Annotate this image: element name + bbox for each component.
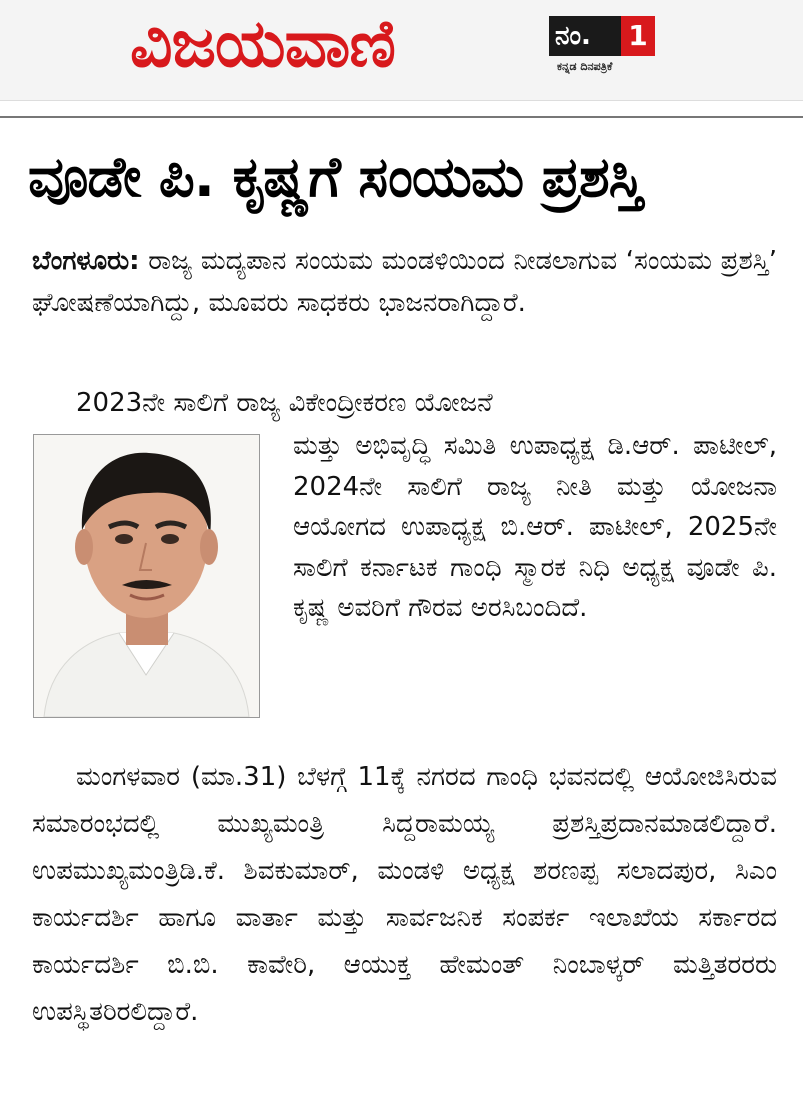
newspaper-logo: ವಿಜಯವಾಣಿ <box>130 5 396 82</box>
number-one-badge <box>549 16 655 56</box>
article-paragraph-2-lead: 2023ನೇ ಸಾಲಿಗೆ ರಾಜ್ಯ ವಿಕೇಂದ್ರೀಕರಣ ಯೋಜನೆ <box>76 388 493 418</box>
badge-prefix: ನಂ. <box>555 21 591 51</box>
article-headline: ವೂಡೇ ಪಿ. ಕೃಷ್ಣಗೆ ಸಂಯಮ ಪ್ರಶಸ್ತಿ <box>28 145 643 210</box>
article-paragraph-2-wrap: ಮತ್ತು ಅಭಿವೃದ್ಧಿ ಸಮಿತಿ ಉಪಾಧ್ಯಕ್ಷ ಡಿ.ಆರ್. ಪಾಟೀಲ್, 2024ನೇ ಸಾಲಿಗೆ ರಾಜ್ಯ ನೀತಿ ಮತ್ತು ಯೋಜನಾ ಆಯೋಗದ ಉಪಾಧ್ಯಕ್ಷ ಬಿ.ಆರ್. ಪಾಟೀಲ್, 2025ನೇ ಸಾಲಿಗೆ ಕರ್ನಾಟಕ ಗಾಂಧಿ ಸ್ಮಾರಕ ನಿಧಿ ಅಧ್ಯಕ್ಷ ವೂಡೇ ಪಿ. ಕೃಷ್ಣ ಅವರಿಗೆ ಗೌರವ ಅರಸಿಬಂದಿದೆ. <box>293 431 777 623</box>
portrait-illustration <box>34 435 259 717</box>
paragraph-1-text: ರಾಜ್ಯ ಮದ್ಯಪಾನ ಸಂಯಮ ಮಂಡಳಿಯಿಂದ ನೀಡಲಾಗುವ ‘ಸಂಯಮ ಪ್ರಶಸ್ತಿ’ ಘೋಷಣೆಯಾಗಿದ್ದು, ಮೂವರು ಸಾಧಕರು ಭಾಜನರಾಗಿದ್ದಾರೆ. <box>32 246 777 318</box>
masthead-tagline: ಕನ್ನಡ ದಿನಪತ್ರಿಕೆ <box>557 60 613 73</box>
header-divider <box>0 116 803 118</box>
article-paragraph-3: ಮಂಗಳವಾರ (ಮಾ.31) ಬೆಳಗ್ಗೆ 11ಕ್ಕೆ ನಗರದ ಗಾಂಧಿ ಭವನದಲ್ಲಿ ಆಯೋಜಿಸಿರುವ ಸಮಾರಂಭದಲ್ಲಿ ಮುಖ್ಯಮಂತ್ರಿ ಸಿದ್ದರಾಮಯ್ಯ ಪ್ರಶಸ್ತಿಪ್ರದಾನಮಾಡಲಿದ್ದಾರೆ. ಉಪಮುಖ್ಯಮಂತ್ರಿಡಿ.ಕೆ. ಶಿವಕುಮಾರ್, ಮಂಡಳಿ ಅಧ್ಯಕ್ಷ ಶರಣಪ್ಪ ಸಲಾದಪುರ, ಸಿಎಂ ಕಾರ್ಯದರ್ಶಿ ಹಾಗೂ ವಾರ್ತಾ ಮತ್ತು ಸಾರ್ವಜನಿಕ ಸಂಪರ್ಕ ಇಲಾಖೆಯ ಸರ್ಕಾರದ ಕಾರ್ಯದರ್ಶಿ ಬಿ.ಬಿ. ಕಾವೇರಿ, ಆಯುಕ್ತ ಹೇಮಂತ್ ನಿಂಬಾಳ್ಕರ್ ಮತ್ತಿತರರರು ಉಪಸ್ಥಿತರಿರಲಿದ್ದಾರೆ. <box>32 762 777 1027</box>
article-paragraph-1 <box>32 240 777 324</box>
dateline: ಬೆಂಗಳೂರು: <box>32 246 140 276</box>
portrait-photo <box>33 434 260 718</box>
badge-number: 1 <box>621 16 655 56</box>
masthead <box>0 0 803 101</box>
